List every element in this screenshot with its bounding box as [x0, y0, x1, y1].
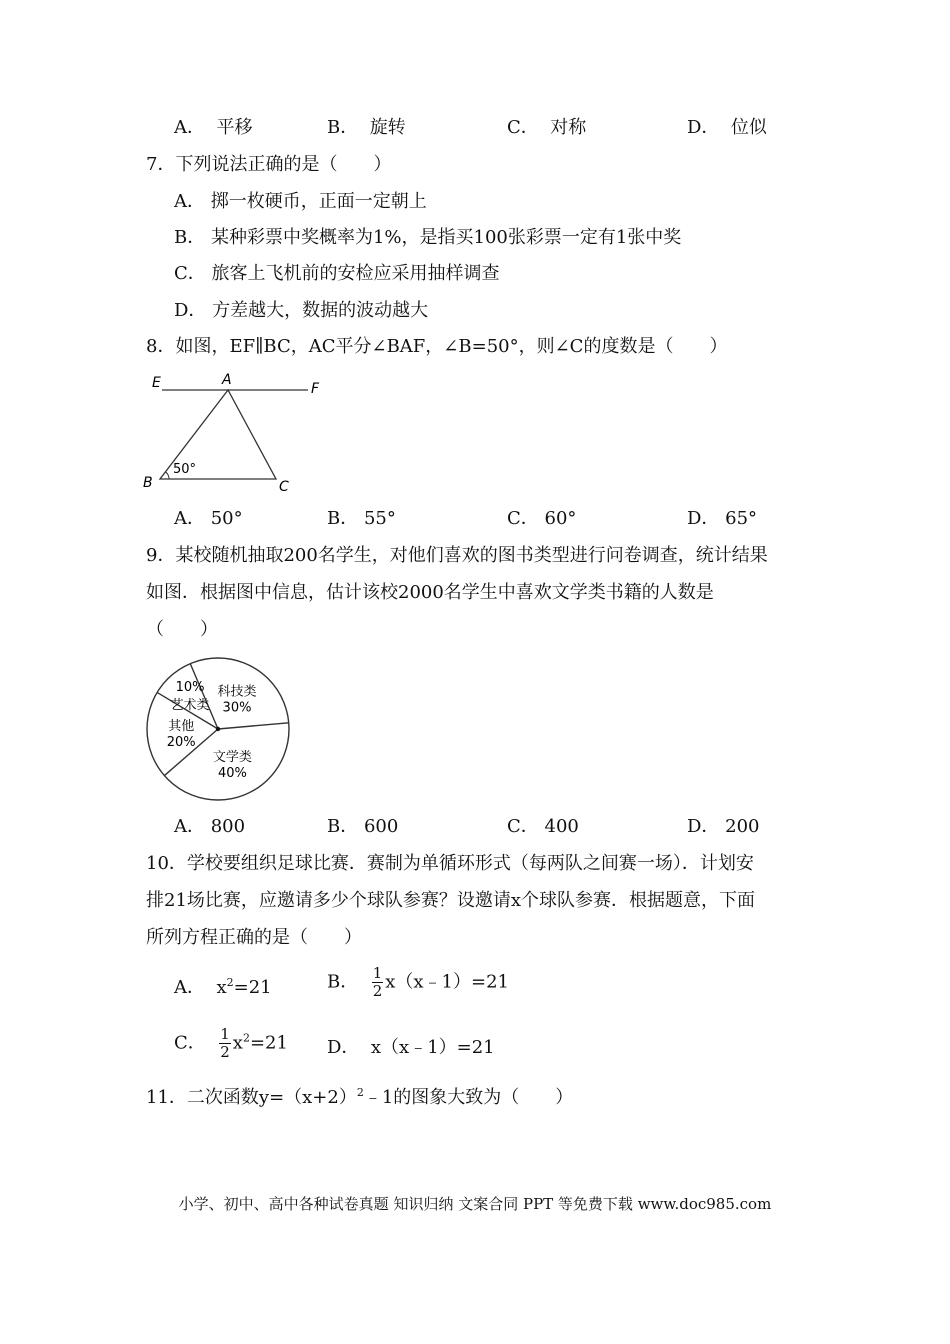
q9-option-d: D． 200: [687, 816, 760, 837]
q6-option-b: B． 旋转: [327, 117, 406, 138]
q8-option-c: C． 60°: [507, 508, 577, 529]
label-b: B: [143, 475, 153, 491]
label-f: F: [311, 381, 320, 397]
q10-stem-line1: 10．学校要组织足球比赛．赛制为单循环形式（每两队之间赛一场）．计划安: [146, 853, 754, 874]
q6-option-c: C． 对称: [507, 117, 587, 138]
angle-b-label: 50°: [173, 462, 197, 477]
q8-option-b: B． 55°: [327, 508, 396, 529]
q9-stem-line2: 如图．根据图中信息，估计该校2000名学生中喜欢文学类书籍的人数是: [146, 582, 714, 603]
q6-option-a: A． 平移: [174, 117, 253, 138]
fraction-half: $\frac{1}{2}$: [220, 1025, 230, 1061]
pie-category-label: 文学类: [212, 749, 252, 765]
q9-stem-line3: （ ）: [146, 619, 218, 640]
pie-category-label: 其他: [168, 719, 195, 735]
fraction-half: $\frac{1}{2}$: [372, 964, 383, 1000]
q7-option-c: C． 旅客上飞机前的安检应采用抽样调查: [174, 263, 500, 284]
q10-option-a: A． $x^2=21$: [174, 976, 272, 998]
label-e: E: [152, 375, 161, 391]
q7-stem: 7．下列说法正确的是（ ）: [146, 154, 392, 175]
pie-category-label: 艺术类: [170, 697, 210, 713]
angle-b-arc: [166, 472, 170, 479]
q11-stem: 11．二次函数$y=(x+2)^2﹣1$的图象大致为（ ）: [146, 1086, 574, 1108]
q7-option-d: D． 方差越大，数据的波动越大: [174, 300, 429, 321]
pie-value-label: 10%: [175, 679, 205, 695]
q10-option-c: C． $\frac{1}{2}$ $x^2=21$: [174, 1025, 288, 1061]
q6-option-d: D． 位似: [687, 117, 767, 138]
pie-value-label: 20%: [166, 735, 196, 751]
pie-value-label: 40%: [217, 765, 247, 781]
triangle-figure: [140, 368, 340, 498]
q8-option-a: A． 50°: [174, 508, 243, 529]
q10-stem-line2: 排21场比赛，应邀请多少个球队参赛？设邀请x个球队参赛．根据题意，下面: [146, 890, 756, 911]
q9-option-a: A． 800: [174, 816, 246, 837]
pie-value-label: 30%: [222, 700, 252, 716]
q9-option-b: B． 600: [327, 816, 399, 837]
pie-center-dot: [216, 727, 220, 731]
q7-option-a: A． 掷一枚硬币，正面一定朝上: [174, 191, 427, 212]
q10-option-b: B． $\frac{1}{2}$ x（x﹣1）=21: [327, 964, 509, 1000]
q10-option-d: D． x（x﹣1）=21: [327, 1037, 495, 1058]
q9-stem-line1: 9．某校随机抽取200名学生，对他们喜欢的图书类型进行问卷调查，统计结果: [146, 545, 768, 566]
pie-category-label: 科技类: [217, 684, 257, 700]
label-c: C: [279, 479, 289, 495]
q7-option-b: B． 某种彩票中奖概率为1%，是指买100张彩票一定有1张中奖: [174, 227, 682, 248]
q9-option-c: C． 400: [507, 816, 579, 837]
q8-option-d: D． 65°: [687, 508, 758, 529]
label-a: A: [222, 372, 232, 388]
page-footer: 小学、初中、高中各种试卷真题 知识归纳 文案合同 PPT 等免费下载 www.doc985.com: [178, 1195, 772, 1213]
pie-chart: [140, 652, 300, 812]
q8-stem: 8．如图，EF∥BC，AC平分∠BAF，∠B=50°，则∠C的度数是（ ）: [146, 336, 728, 357]
q10-stem-line3: 所列方程正确的是（ ）: [146, 927, 362, 948]
